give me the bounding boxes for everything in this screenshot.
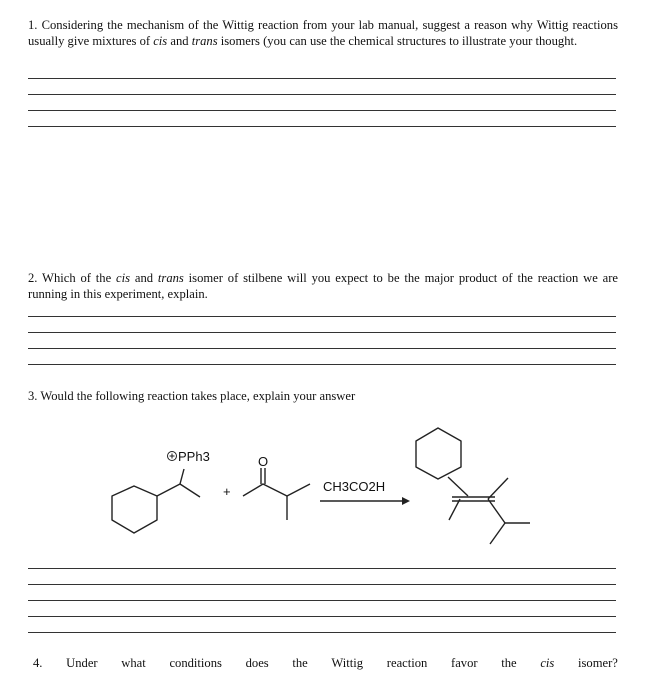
answer-line[interactable] <box>28 584 616 585</box>
q1-trans: trans <box>191 34 218 48</box>
q1-cis: cis <box>153 34 168 48</box>
q1-text-start: 1. Considering the mechanism of the Wittig reaction from your lab manual, suggest a reason why Wittig reactions usually give mixtures of <box>28 18 618 48</box>
product-bond <box>488 499 505 523</box>
ylide-p-bond <box>180 469 184 484</box>
plus-sign: + <box>223 484 231 499</box>
answer-line[interactable] <box>28 568 616 569</box>
q2-trans: trans <box>157 271 184 285</box>
ylide-chain <box>157 484 200 497</box>
product-bond <box>490 523 505 544</box>
cyclohexane-ring <box>112 486 157 533</box>
ketone-skeleton <box>243 484 310 496</box>
product-cyclohexane-ring <box>416 428 461 479</box>
q4-word: favor <box>451 656 478 670</box>
q4-word: isomer? <box>578 656 618 670</box>
product-bond <box>448 477 468 496</box>
answer-line[interactable] <box>28 600 616 601</box>
carbonyl-oxygen: O <box>258 454 269 469</box>
q4-word: conditions <box>169 656 222 670</box>
q4-word: reaction <box>386 656 428 670</box>
question-4 <box>33 655 618 671</box>
q1-and: and <box>167 34 192 48</box>
q4-word: what <box>121 656 146 670</box>
q4-word: Under <box>66 656 98 670</box>
q4-word: 4. <box>33 656 43 670</box>
product-bond <box>449 499 460 520</box>
q2-text-start: 2. Which of the <box>28 271 117 285</box>
arrow-head <box>402 497 410 505</box>
q4-word: the <box>501 656 517 670</box>
q2-text-end: isomer of stilbene will you expect to be the major product of the reaction we are running in this experiment, explain. <box>28 271 619 301</box>
q2-and: and <box>130 271 158 285</box>
q2-cis: cis <box>116 271 131 285</box>
q1-text-end: isomers (you can use the chemical structures to illustrate your thought. <box>217 34 578 48</box>
q4-word-cis: cis <box>540 656 555 670</box>
answer-line[interactable] <box>28 632 616 633</box>
product-bond <box>488 478 508 499</box>
q3-text: 3. Would the following reaction takes place, explain your answer <box>28 389 356 403</box>
ylide-label: PPh3 <box>178 449 210 464</box>
reagent-label: CH3CO2H <box>323 479 386 494</box>
answer-line[interactable] <box>28 616 616 617</box>
q4-word: Wittig <box>331 656 364 670</box>
q4-word: the <box>292 656 308 670</box>
q4-word: does <box>245 656 269 670</box>
